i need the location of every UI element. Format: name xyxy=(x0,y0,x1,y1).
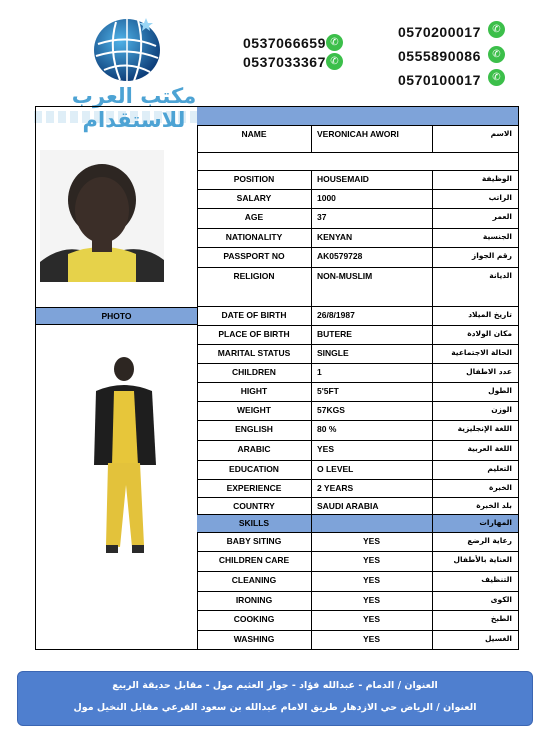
whatsapp-icon: ✆ xyxy=(488,21,505,38)
table-row xyxy=(197,306,518,325)
whatsapp-icon: ✆ xyxy=(488,46,505,63)
field-label: CHILDREN xyxy=(197,364,312,382)
field-label: IRONING xyxy=(197,592,312,610)
phone-number[interactable]: 0570200017 xyxy=(398,24,481,40)
field-value: YES xyxy=(311,631,433,649)
table-row xyxy=(197,551,518,571)
field-value: KENYAN xyxy=(311,229,433,247)
field-label-arabic: الحالة الاجتماعية xyxy=(451,348,512,357)
whatsapp-icon: ✆ xyxy=(326,53,343,70)
field-value: YES xyxy=(311,552,433,571)
portrait-photo xyxy=(40,150,164,282)
field-value: 37 xyxy=(311,209,433,228)
field-label-arabic: الكوى xyxy=(490,595,512,604)
field-value: YES xyxy=(311,611,433,630)
field-label: CLEANING xyxy=(197,572,312,591)
table-row xyxy=(197,610,518,630)
phone-number[interactable]: 0570100017 xyxy=(398,72,481,88)
table-row xyxy=(197,460,518,479)
field-label-arabic: الوزن xyxy=(491,405,512,414)
table-row xyxy=(197,382,518,401)
table-row xyxy=(197,401,518,420)
field-label: DATE OF BIRTH xyxy=(197,307,312,325)
table-row xyxy=(197,247,518,267)
field-label-arabic: الوظيفة xyxy=(481,174,512,183)
field-value: 1 xyxy=(311,364,433,382)
whatsapp-icon: ✆ xyxy=(326,34,343,51)
field-label-arabic: التنظيف xyxy=(481,575,512,584)
field-value: AK0579728 xyxy=(311,248,433,267)
table-row xyxy=(197,630,518,649)
field-label: WEIGHT xyxy=(197,402,312,420)
skills-label-arabic: المهارات xyxy=(479,518,512,527)
field-value: SAUDI ARABIA xyxy=(311,498,433,514)
phone-number[interactable]: 0537066659 xyxy=(243,35,326,51)
field-value: YES xyxy=(311,592,433,610)
field-label-arabic: الديانة xyxy=(489,271,512,280)
field-label-arabic: الجنسية xyxy=(482,232,512,241)
field-label-arabic: الراتب xyxy=(488,193,512,202)
table-row xyxy=(197,571,518,591)
table-row xyxy=(197,267,518,306)
table-row xyxy=(197,479,518,497)
field-label-arabic: بلد الخبرة xyxy=(476,501,512,510)
phone-number[interactable]: 0555890086 xyxy=(398,48,481,64)
field-label: COUNTRY xyxy=(197,498,312,514)
address-line: العنوان / الدمام - عبدالله فؤاد - جوار العثيم مول - مقابل حديقة الربيع xyxy=(112,680,438,691)
address-line: العنوان / الرياض حي الازدهار طريق الامام عبدالله بن سعود الفرعي مقابل النخيل مول xyxy=(73,702,477,713)
field-label: EDUCATION xyxy=(197,461,312,479)
table-row xyxy=(197,125,518,152)
field-label-arabic: الخبرة xyxy=(489,483,512,492)
field-value: 1000 xyxy=(311,190,433,208)
table-row xyxy=(197,189,518,208)
skills-spacer xyxy=(311,515,433,532)
field-label-arabic: اللغة العربية xyxy=(467,444,512,453)
agency-name: مكتب العرب للاستقدام xyxy=(71,84,197,132)
field-label: PLACE OF BIRTH xyxy=(197,326,312,344)
table-row xyxy=(197,344,518,363)
field-value: 2 YEARS xyxy=(311,480,433,497)
field-label: POSITION xyxy=(197,171,312,189)
phone-number[interactable]: 0537033367 xyxy=(243,54,326,70)
field-label: BABY SITING xyxy=(197,533,312,551)
field-value: YES xyxy=(311,441,433,460)
field-label: CHILDREN CARE xyxy=(197,552,312,571)
field-value: SINGLE xyxy=(311,345,433,363)
field-value: VERONICAH AWORI xyxy=(311,126,433,152)
field-label: SALARY xyxy=(197,190,312,208)
table-row xyxy=(197,208,518,228)
field-label: AGE xyxy=(197,209,312,228)
table-row xyxy=(197,170,518,189)
table-row xyxy=(197,152,518,170)
field-label-arabic: اللغة الإنجليزية xyxy=(457,424,512,433)
globe-logo-icon xyxy=(86,14,168,84)
table-row xyxy=(197,440,518,460)
whatsapp-icon: ✆ xyxy=(488,69,505,86)
field-label-arabic: مكان الولادة xyxy=(467,329,512,338)
table-row xyxy=(197,497,518,514)
field-value: 80 % xyxy=(311,421,433,440)
field-value: HOUSEMAID xyxy=(311,171,433,189)
field-label: MARITAL STATUS xyxy=(197,345,312,363)
field-value: YES xyxy=(311,533,433,551)
field-label: ARABIC xyxy=(197,441,312,460)
field-label: COOKING xyxy=(197,611,312,630)
photo-label: PHOTO xyxy=(36,307,197,325)
skills-header xyxy=(197,514,518,532)
field-label-arabic: الطول xyxy=(488,386,512,395)
field-label-arabic: الطبخ xyxy=(490,614,512,623)
full-body-photo xyxy=(86,355,166,563)
field-value: BUTERE xyxy=(311,326,433,344)
field-value: 26/8/1987 xyxy=(311,307,433,325)
field-value: NON-MUSLIM xyxy=(311,268,433,306)
field-label: PASSPORT NO xyxy=(197,248,312,267)
address-footer xyxy=(17,671,533,726)
field-label: EXPERIENCE xyxy=(197,480,312,497)
field-value: 5'5FT xyxy=(311,383,433,401)
skills-label: SKILLS xyxy=(197,515,312,532)
table-row xyxy=(197,591,518,610)
field-label-arabic: رعاية الرضع xyxy=(467,536,512,545)
field-label-arabic: الاسم xyxy=(490,129,512,138)
field-label: HIGHT xyxy=(197,383,312,401)
field-value: YES xyxy=(311,572,433,591)
field-label-arabic: التعليم xyxy=(487,464,512,473)
field-label-arabic: الغسيل xyxy=(484,634,512,643)
field-value: O LEVEL xyxy=(311,461,433,479)
field-value: 57KGS xyxy=(311,402,433,420)
table-row xyxy=(197,325,518,344)
table-row xyxy=(197,363,518,382)
table-row xyxy=(197,532,518,551)
table-header-band xyxy=(197,107,518,125)
field-label-arabic: العناية بالأطفال xyxy=(453,555,512,564)
field-label: ENGLISH xyxy=(197,421,312,440)
field-label-arabic: تاريخ الميلاد xyxy=(468,310,512,319)
field-label-arabic: رقم الجواز xyxy=(471,251,512,260)
field-label: NATIONALITY xyxy=(197,229,312,247)
table-row xyxy=(197,420,518,440)
field-label-arabic: العمر xyxy=(492,212,512,221)
field-label: WASHING xyxy=(197,631,312,649)
field-label: NAME xyxy=(197,126,312,152)
field-label: RELIGION xyxy=(197,268,312,306)
table-row xyxy=(197,228,518,247)
field-label-arabic: عدد الاطفال xyxy=(466,367,512,376)
